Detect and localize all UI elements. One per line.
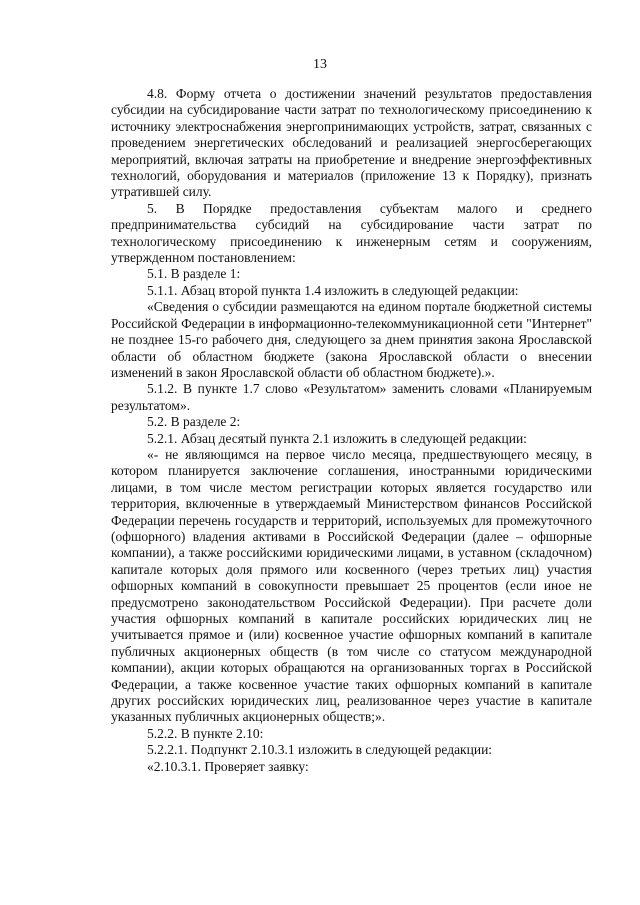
paragraph-5-1: 5.1. В разделе 1: [147,266,241,282]
paragraph-5-2-2: 5.2.2. В пункте 2.10: [147,725,264,741]
paragraph-5-2-2-1: 5.2.2.1. Подпункт 2.10.3.1 изложить в следующей редакции: [147,742,493,758]
document-body [111,86,592,775]
paragraph-5-2: 5.2. В разделе 2: [147,414,241,430]
paragraph-5-2-1: 5.2.1. Абзац десятый пункта 2.1 изложить в следующей редакции: [147,430,527,446]
paragraph-quote-offshore: «- не являющимся на первое число месяца, предшествующего месяцу, в котором планируется заключение соглашения, иностранными юридическими лицами, в том числе местом регистрации которых является государство или территория, включенные в утверждаемый Министерством финансов Российской Федерации перечень государств и территорий, используемых для промежуточного (офшорного) владения активами в Российской Федерации (далее – офшорные компании), а также российскими юридическими лицами, в уставном (складочном) капитале которых доля прямого или косвенного (через третьих лиц) участия офшорных компаний в совокупности превышает 25 процентов (если иное не предусмотрено законодательством Российской Федерации). При расчете доли участия офшорных компаний в капитале российских юридических лиц не учитывается прямое и (или) косвенное участие офшорных компаний в капитале публичных акционерных обществ (в том числе со статусом международной компании), акции которых обращаются на организованных торгах в Российской Федерации, а также косвенное участие таких офшорных компаний в капитале других российских юридических лиц, реализованное через участие в капитале указанных публичных акционерных обществ;». [111,446,592,725]
paragraph-quote-2-10-3-1: «2.10.3.1. Проверяет заявку: [147,758,309,774]
paragraph-4-8: 4.8. Форму отчета о достижении значений результатов предоставления субсидии на субсидирование части затрат по технологическому присоединению к источнику электроснабжения энергопринимающих устройств, затрат, связанных с проведением энергетических обследований и реализацией энергосберегающих мероприятий, включая затраты на приобретение и внедрение энергоэффективных технологий, оборудования и материалов (приложение 13 к Порядку), признать утратившей силу. [111,86,592,200]
page-number: 13 [313,57,327,72]
paragraph-5-1-1: 5.1.1. Абзац второй пункта 1.4 изложить в следующей редакции: [147,282,519,298]
paragraph-5: 5. В Порядке предоставления субъектам малого и среднего предпринимательства субсидий на субсидирование части затрат по технологическому присоединению к инженерным сетям и сооружениям, утвержденном постановлением: [111,200,592,266]
paragraph-5-1-2: 5.1.2. В пункте 1.7 слово «Результатом» заменить словами «Планируемым результатом». [111,381,592,413]
paragraph-quote-subsidy-info: «Сведения о субсидии размещаются на едином портале бюджетной системы Российской Федерации в информационно-телекоммуникационной сети "Интернет" не позднее 15-го рабочего дня, следующего за днем принятия закона Ярославской области об областном бюджете (закона Ярославской области о внесении изменений в закон Ярославской области об областном бюджете).». [111,299,592,380]
